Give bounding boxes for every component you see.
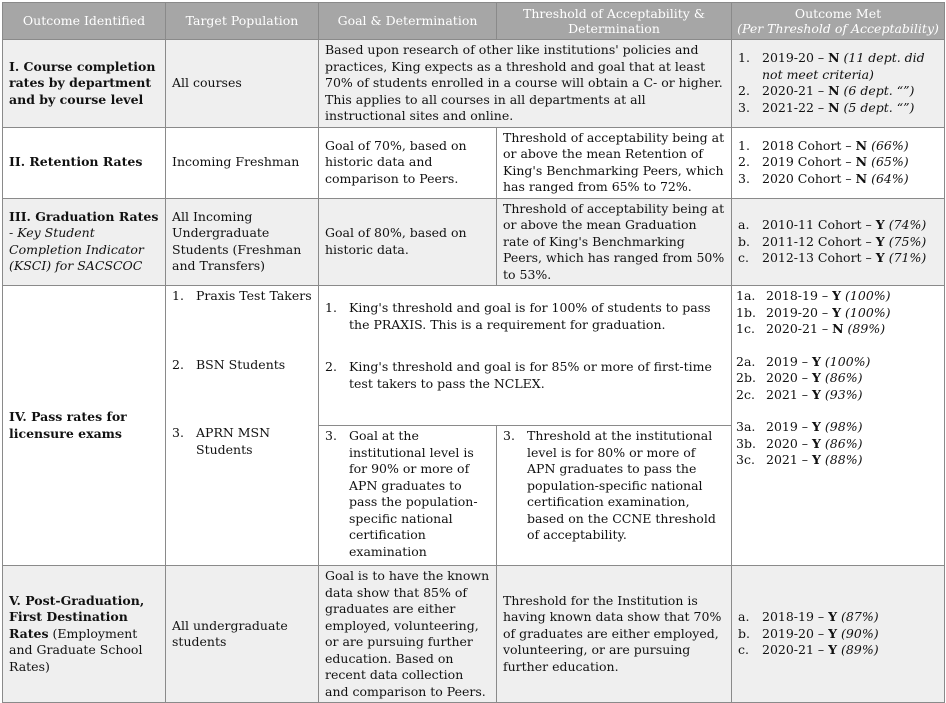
row4-met-group-3 — [736, 419, 938, 469]
table-row-retention — [3, 127, 945, 198]
row4-outcome: IV. Pass rates for licensure exams — [3, 286, 166, 566]
row4-combined-2: 2. King's threshold and goal is for 85% or more of first-time test takers to pass the NCLEX. — [325, 359, 712, 391]
list-item: 3. 2021-22 – N (5 dept. “”) — [738, 99, 915, 115]
table-row-pass-rates — [3, 286, 945, 426]
row5-target: All undergraduate students — [166, 566, 319, 703]
table-row-course-completion — [3, 40, 945, 128]
row4-met-group-2 — [736, 354, 938, 404]
row2-met-list — [738, 138, 938, 188]
list-item: 1. 2018 Cohort – N (66%) — [738, 137, 909, 153]
list-item: 3b. 2020 – Y (86%) — [736, 435, 863, 451]
outcomes-table — [2, 2, 945, 703]
row5-outcome-title: V. Post-Graduation, First Destination Rates — [9, 592, 145, 641]
list-item: 2. 2019 Cohort – N (65%) — [738, 154, 909, 170]
row4-met-group-1 — [736, 288, 938, 338]
row4-target-3: 3. APRN MSN Students — [172, 425, 271, 457]
header-met — [732, 3, 945, 40]
row2-outcome: II. Retention Rates — [3, 127, 166, 198]
row3-met — [732, 198, 945, 286]
list-item: c. 2012-13 Cohort – Y (71%) — [738, 250, 927, 265]
list-item: 2b. 2020 – Y (86%) — [736, 370, 863, 385]
row3-outcome-title: III. Graduation Rates — [9, 208, 159, 224]
row2-goal: Goal of 70%, based on historic data and comparison to Peers. — [319, 127, 497, 198]
header-met-title: Outcome Met — [794, 6, 882, 21]
list-item: 3. 2020 Cohort – N (64%) — [738, 170, 909, 186]
list-item: b. 2019-20 – Y (90%) — [738, 625, 879, 641]
row3-target: All Incoming Undergraduate Students (Freshman and Transfers) — [166, 198, 319, 286]
row5-met-list — [738, 609, 938, 659]
row1-target: All courses — [166, 40, 319, 128]
row5-outcome — [3, 566, 166, 703]
header-threshold: Threshold of Acceptability & Determination — [497, 3, 732, 40]
row2-threshold: Threshold of acceptability being at or above the mean Retention of King's Benchmarking Peers, which has ranged from 65% to 72%. — [497, 127, 732, 198]
row3-outcome-subtitle: - Key Student Completion Indicator (KSCI) for SACSCOC — [9, 225, 144, 274]
header-met-subtitle: (Per Threshold of Acceptability) — [737, 21, 939, 36]
row4-target-1: 1. Praxis Test Takers — [172, 288, 312, 303]
row1-met — [732, 40, 945, 128]
row5-met — [732, 566, 945, 703]
row3-goal: Goal of 80%, based on historic data. — [319, 198, 497, 286]
row3-threshold: Threshold of acceptability being at or above the mean Graduation rate of King's Benchmarking Peers, which has ranged from 50% to 53%. — [497, 198, 732, 286]
row4-combined — [319, 286, 732, 426]
header-target: Target Population — [166, 3, 319, 40]
list-item: 2a. 2019 – Y (100%) — [736, 353, 871, 369]
list-item: 3c. 2021 – Y (88%) — [736, 452, 863, 467]
list-item: b. 2011-12 Cohort – Y (75%) — [738, 233, 927, 249]
list-item: 3a. 2019 – Y (98%) — [736, 419, 863, 434]
row4-threshold-3: 3. Threshold at the institutional level is for 80% or more of APN graduates to pass the population-specific national certification examination, based on the CCNE threshold of acceptability. — [497, 426, 732, 566]
header-goal: Goal & Determination — [319, 3, 497, 40]
list-item: 1a. 2018-19 – Y (100%) — [736, 288, 891, 303]
list-item: 1. 2019-20 – N (11 dept. did not meet criteria) — [738, 50, 925, 82]
list-item: 1b. 2019-20 – Y (100%) — [736, 304, 891, 320]
list-item: c. 2020-21 – Y (89%) — [738, 642, 879, 658]
list-item: 2c. 2021 – Y (93%) — [736, 386, 863, 402]
table-row-post-graduation — [3, 566, 945, 703]
list-item: a. 2018-19 – Y (87%) — [738, 609, 879, 625]
row1-goal-threshold: Based upon research of other like institutions' policies and practices, King expects as a threshold and goal that at least 70% of students enrolled in a course will obtain a C- or higher. This applies to all courses in all departments at all instructional sites and online. — [319, 40, 732, 128]
row5-threshold: Threshold for the Institution is having known data show that 70% of graduates are either employed, volunteering, or are pursuing further education. — [497, 566, 732, 703]
row3-outcome — [3, 198, 166, 286]
list-item: 1c. 2020-21 – N (89%) — [736, 321, 886, 336]
list-item: a. 2010-11 Cohort – Y (74%) — [738, 217, 927, 232]
row4-goal-3: 3. Goal at the institutional level is for 90% or more of APN graduates to pass the population-specific national certification examination — [319, 426, 497, 566]
row2-target: Incoming Freshman — [166, 127, 319, 198]
header-outcome: Outcome Identified — [3, 3, 166, 40]
table-row-graduation — [3, 198, 945, 286]
row4-combined-1: 1. King's threshold and goal is for 100% of students to pass the PRAXIS. This is a requirement for graduation. — [325, 300, 711, 332]
row4-target-2: 2. BSN Students — [172, 356, 286, 372]
row3-met-list — [738, 217, 938, 267]
row2-met — [732, 127, 945, 198]
row1-outcome: I. Course completion rates by department and by course level — [3, 40, 166, 128]
row5-goal: Goal is to have the known data show that 85% of graduates are either employed, volunteering, or are pursuing further education. Based on recent data collection and comparison to Peers. — [319, 566, 497, 703]
row4-targets — [166, 286, 319, 566]
row4-met — [732, 286, 945, 566]
row5-outcome-subtitle: (Employment and Graduate School Rates) — [9, 625, 143, 674]
list-item: 2. 2020-21 – N (6 dept. “”) — [738, 83, 915, 99]
row1-met-list — [738, 50, 938, 116]
header-row — [3, 3, 945, 40]
